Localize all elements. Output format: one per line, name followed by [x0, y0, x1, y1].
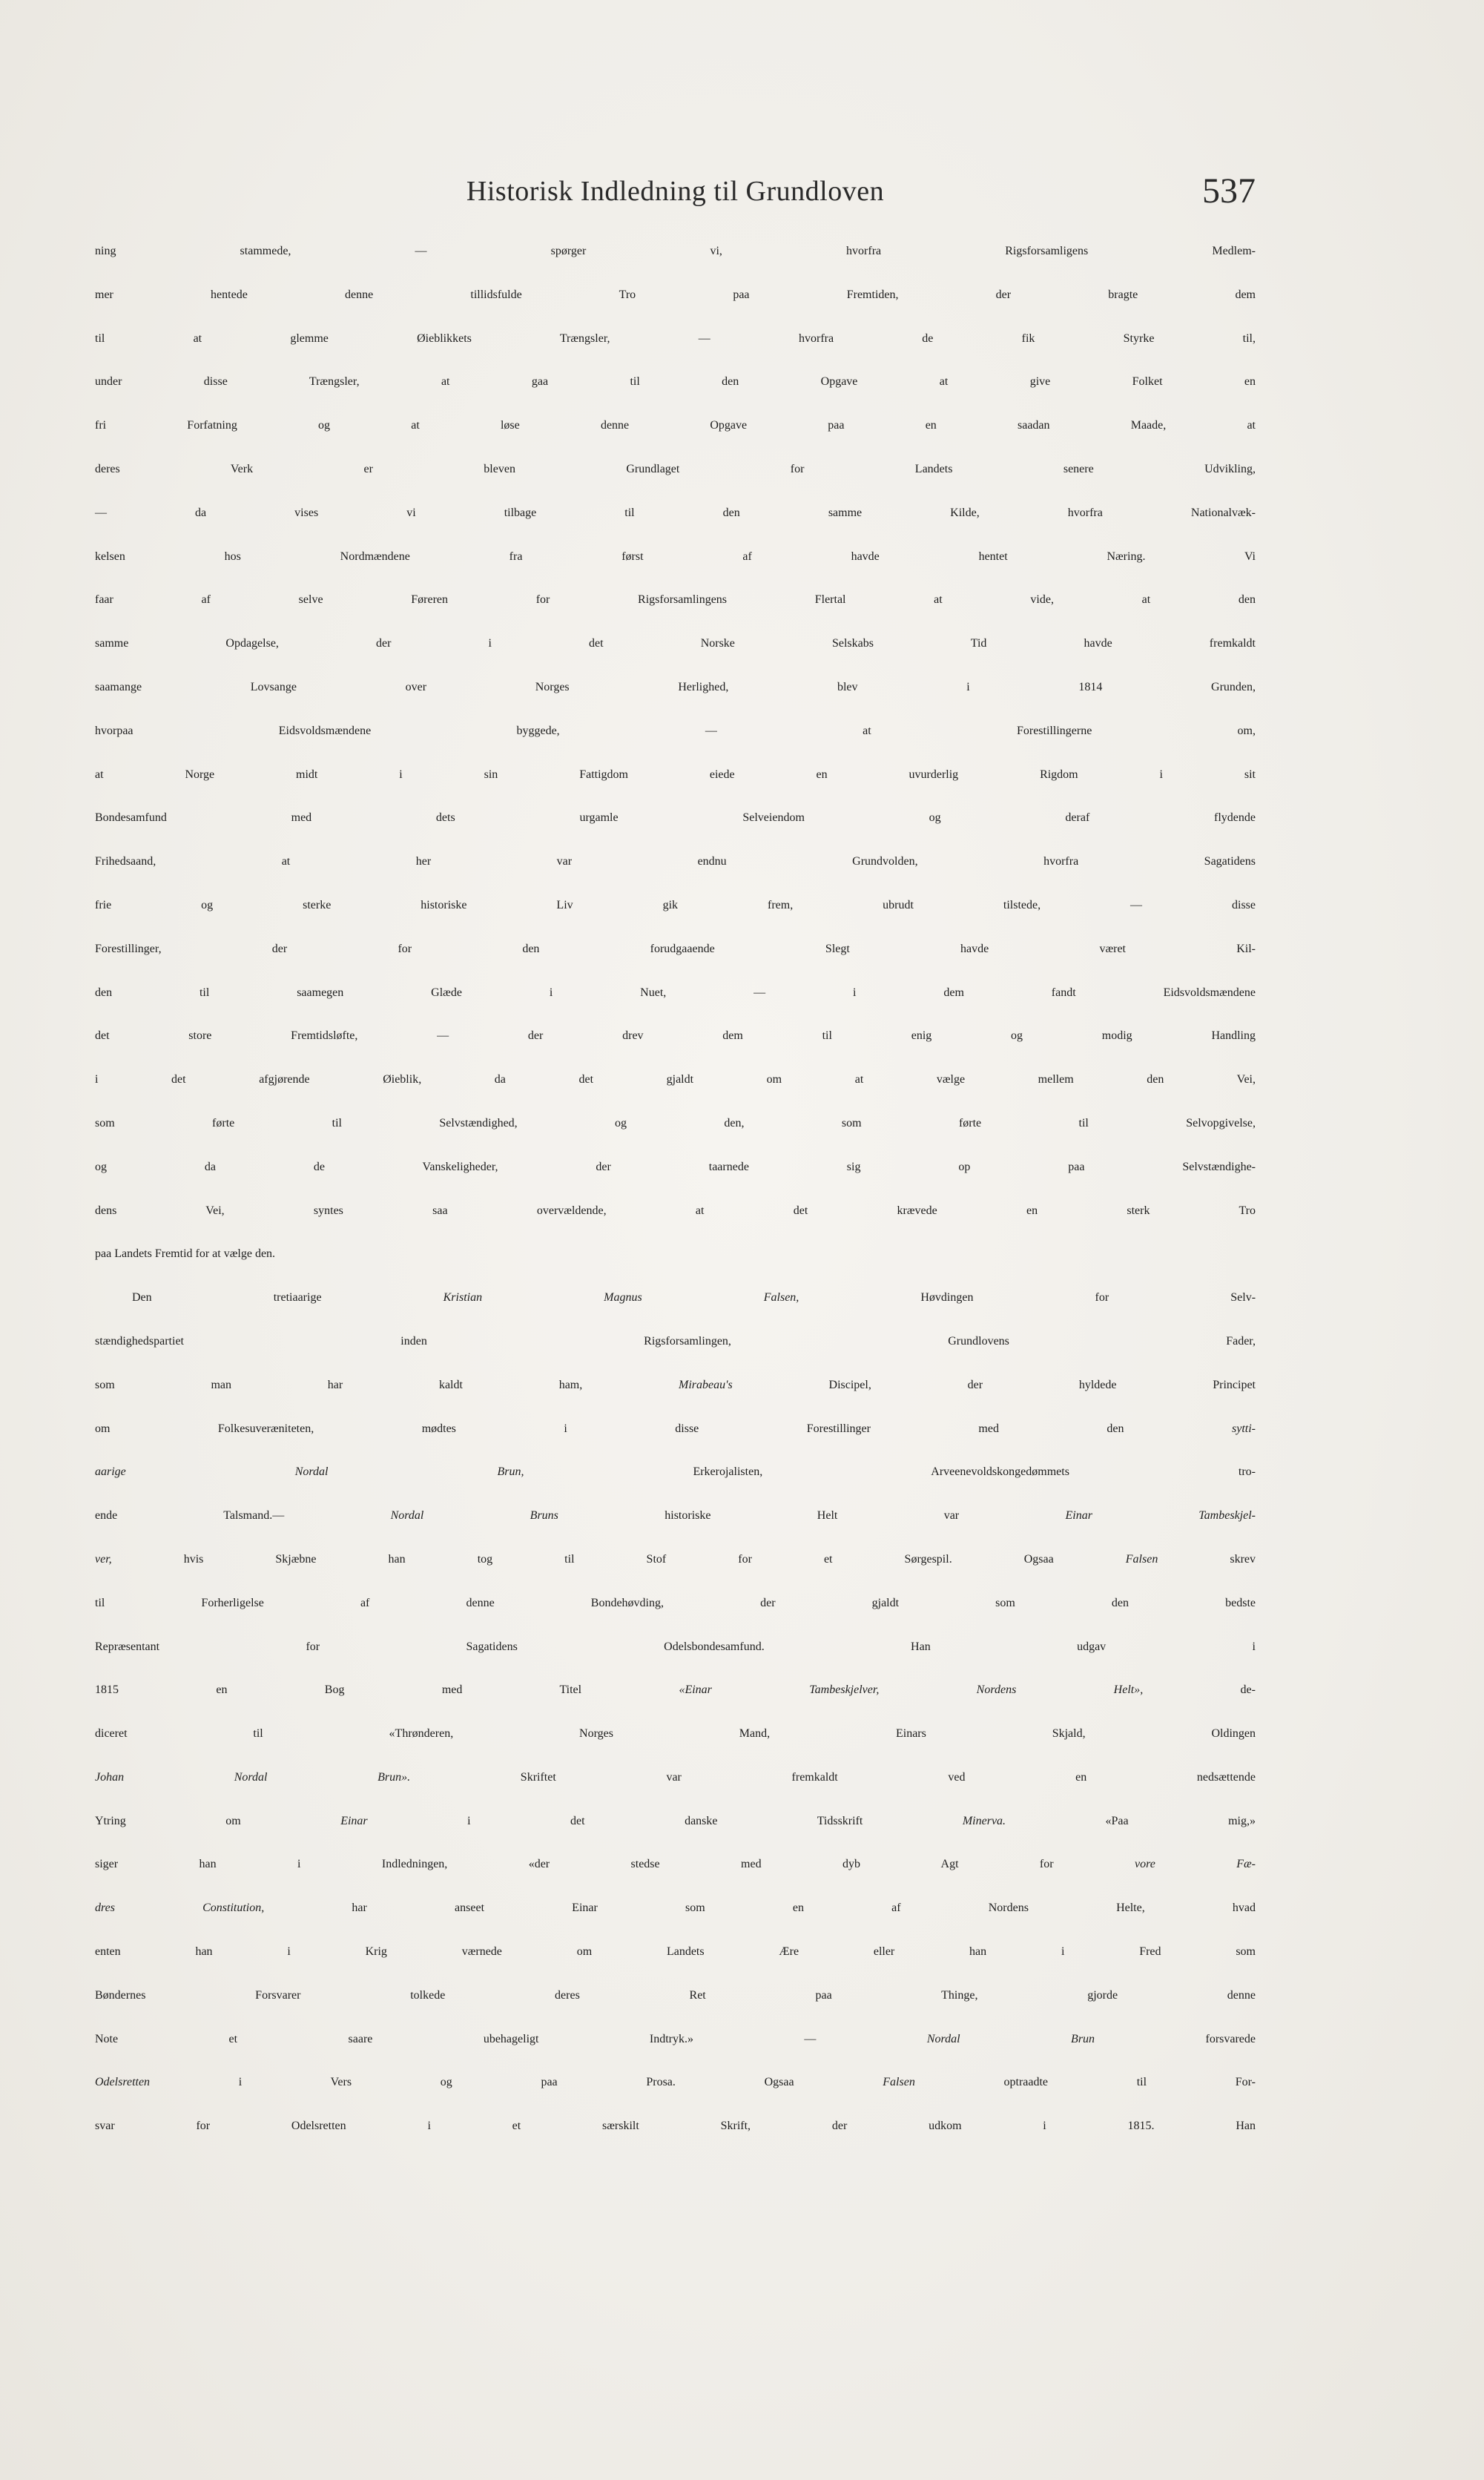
italic-phrase: vore Fæ-	[1134, 1858, 1256, 1871]
text-line: dens Vei, syntes saa overvældende, at det krævede en sterk Tro	[95, 1204, 1256, 1217]
text-line: den til saamegen Glæde i Nuet, — i dem fandt Eidsvoldsmændene	[95, 986, 1256, 999]
text-line: under disse Trængsler, at gaa til den Opgave at give Folket en	[95, 375, 1256, 389]
running-title: Historisk Indledning til Grundloven	[466, 176, 885, 207]
text-line: Odelsretten i Vers og paa Prosa. Ogsaa Falsen optraadte til For-	[95, 2076, 1256, 2089]
text-line: samme Opdagelse, der i det Norske Selskabs Tid havde fremkaldt	[95, 637, 1256, 650]
italic-name: Falsen	[1125, 1552, 1158, 1566]
text-line: svar for Odelsretten i et særskilt Skrift, der udkom i 1815. Han	[95, 2120, 1256, 2133]
italic-name: Einar Tambeskjel-	[1065, 1509, 1256, 1523]
text-line: aarige Nordal Brun, Erkerojalisten, Arveenevoldskongedømmets tro-	[95, 1465, 1256, 1479]
text-line: Bøndernes Forsvarer tolkede deres Ret paa Thinge, gjorde denne	[95, 1988, 1256, 2002]
text-line: som førte til Selvstændighed, og den, som førte til Selvopgivelse,	[95, 1116, 1256, 1129]
italic-name: sytti-	[1232, 1422, 1256, 1435]
italic-phrase: dres Constitution,	[95, 1902, 265, 1915]
italic-title: Minerva.	[962, 1814, 1006, 1827]
running-header	[95, 171, 1256, 220]
italic-name: Falsen	[883, 2076, 915, 2089]
text-line: ning stammede, — spørger vi, hvorfra Rigsforsamligens Medlem-	[95, 245, 1256, 257]
text-line: kelsen hos Nordmændene fra først af havde hentet Næring. Vi	[95, 550, 1256, 563]
text-line: det store Fremtidsløfte, — der drev dem til enig og modig Handling	[95, 1029, 1256, 1043]
text-line: Den tretiaarige Kristian Magnus Falsen, Høvdingen for Selv-	[132, 1291, 1256, 1305]
italic-name: Kristian Magnus Falsen,	[443, 1291, 799, 1305]
italic-name: Nordal Bruns	[390, 1509, 558, 1523]
text-line: fri Forfatning og at løse denne Opgave paa en saadan Maade, at	[95, 419, 1256, 432]
text-line: som man har kaldt ham, Mirabeau's Discipel, der hyldede Principet	[95, 1378, 1256, 1391]
text-line: ende Talsmand.— Nordal Bruns historiske Helt var Einar Tambeskjel-	[95, 1509, 1256, 1523]
page-number: 537	[1202, 171, 1256, 211]
text-line: faar af selve Føreren for Rigsforsamlingens Flertal at vide, at den	[95, 593, 1256, 607]
text-line: hvorpaa Eidsvoldsmændene byggede, — at Forestillingerne om,	[95, 724, 1256, 737]
text-line: stændighedspartiet inden Rigsforsamlingen, Grundlovens Fader,	[95, 1334, 1256, 1348]
text-line: Frihedsaand, at her var endnu Grundvolden, hvorfra Sagatidens	[95, 855, 1256, 868]
italic-name: Johan Nordal Brun».	[95, 1770, 411, 1784]
italic-name: Mirabeau's	[679, 1378, 733, 1391]
text-line: deres Verk er bleven Grundlaget for Landets senere Udvikling,	[95, 462, 1256, 475]
text-line: ver, hvis Skjæbne han tog til Stof for et Sørgespil. Ogsaa Falsen skrev	[95, 1552, 1256, 1566]
text-line: siger han i Indledningen, «der stedse med dyb Agt for vore Fæ-	[95, 1858, 1256, 1871]
text-line: Forestillinger, der for den forudgaaende Slegt havde været Kil-	[95, 942, 1256, 955]
text-line: enten han i Krig værnede om Landets Ære eller han i Fred som	[95, 1945, 1256, 1959]
body-text	[95, 245, 1256, 2163]
text-line: om Folkesuveræniteten, mødtes i disse Forestillinger med den sytti-	[95, 1422, 1256, 1435]
text-line: til Forherligelse af denne Bondehøvding, der gjaldt som den bedste	[95, 1596, 1256, 1609]
italic-name: aarige Nordal Brun,	[95, 1465, 524, 1479]
italic-name: Nordal Brun	[926, 2032, 1095, 2045]
text-line: paa Landets Fremtid for at vælge den.	[95, 1247, 276, 1261]
text-line: Johan Nordal Brun». Skriftet var fremkaldt ved en nedsættende	[95, 1770, 1256, 1784]
text-line: i det afgjørende Øieblik, da det gjaldt om at vælge mellem den Vei,	[95, 1073, 1256, 1086]
paragraph-2	[95, 1291, 1256, 2163]
text-line: at Norge midt i sin Fattigdom eiede en uvurderlig Rigdom i sit	[95, 768, 1256, 781]
text-line: Ytring om Einar i det danske Tidsskrift Minerva. «Paa mig,»	[95, 1814, 1256, 1827]
italic-name: ver,	[95, 1552, 112, 1566]
text-line: Bondesamfund med dets urgamle Selveiendom og deraf flydende	[95, 811, 1256, 825]
paragraph-1	[95, 245, 1256, 1291]
italic-name: Einar	[340, 1814, 368, 1827]
text-line: dres Constitution, har anseet Einar som en af Nordens Helte, hvad	[95, 1902, 1256, 1915]
italic-title: «Einar Tambeskjelver, Nordens Helt»,	[679, 1683, 1144, 1697]
text-line: Note et saare ubehageligt Indtryk.» — Nordal Brun forsvarede	[95, 2032, 1256, 2045]
text-line: — da vises vi tilbage til den samme Kilde, hvorfra Nationalvæk-	[95, 506, 1256, 519]
text-line: diceret til «Thrønderen, Norges Mand, Einars Skjald, Oldingen	[95, 1727, 1256, 1741]
text-line: til at glemme Øieblikkets Trængsler, — hvorfra de fik Styrke til,	[95, 332, 1256, 345]
text-line: 1815 en Bog med Titel «Einar Tambeskjelver, Nordens Helt», de-	[95, 1683, 1256, 1697]
text-line: mer hentede denne tillidsfulde Tro paa Fremtiden, der bragte dem	[95, 288, 1256, 301]
italic-term: Odelsretten	[95, 2076, 151, 2089]
text-line: Repræsentant for Sagatidens Odelsbondesamfund. Han udgav i	[95, 1640, 1256, 1653]
text-line: frie og sterke historiske Liv gik frem, ubrudt tilstede, — disse	[95, 898, 1256, 911]
text-line: og da de Vanskeligheder, der taarnede sig op paa Selvstændighe-	[95, 1160, 1256, 1173]
text-line: saamange Lovsange over Norges Herlighed, blev i 1814 Grunden,	[95, 680, 1256, 693]
